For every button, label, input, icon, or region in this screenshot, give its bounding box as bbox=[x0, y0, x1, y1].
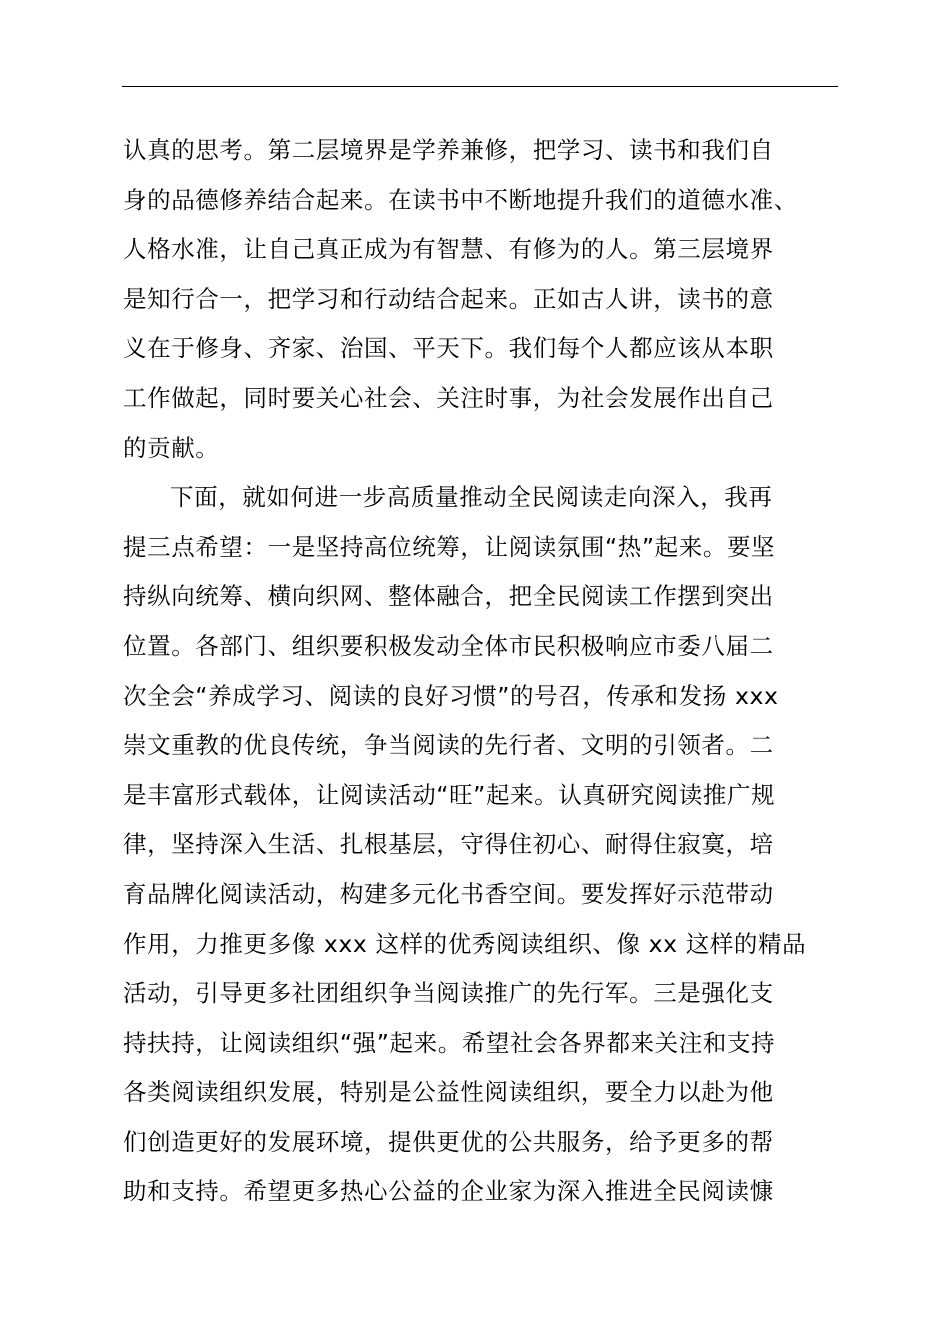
text-line: 是丰富形式载体，让阅读活动“旺”起来。认真研究阅读推广规 bbox=[123, 780, 776, 809]
text-line: 是知行合一，把学习和行动结合起来。正如古人讲，读书的意 bbox=[123, 284, 774, 313]
paragraph-first-line: 下面，就如何进一步高质量推动全民阅读走向深入，我再 bbox=[170, 483, 773, 512]
text-line: 各类阅读组织发展，特别是公益性阅读组织，要全力以赴为他 bbox=[123, 1078, 774, 1107]
text-line: 育品牌化阅读活动，构建多元化书香空间。要发挥好示范带动 bbox=[123, 879, 774, 908]
text-line: 认真的思考。第二层境界是学养兼修，把学习、读书和我们自 bbox=[123, 136, 774, 164]
header-rule bbox=[122, 86, 838, 87]
text-line: 持纵向统筹、横向织网、整体融合，把全民阅读工作摆到突出 bbox=[123, 582, 774, 611]
text-line: 活动，引导更多社团组织争当阅读推广的先行军。三是强化支 bbox=[123, 979, 774, 1008]
text-line: 持扶持，让阅读组织“强”起来。希望社会各界都来关注和支持 bbox=[123, 1028, 776, 1057]
text-line: 身的品德修养结合起来。在读书中不断地提升我们的道德水准、 bbox=[123, 185, 798, 214]
text-line: 们创造更好的发展环境，提供更优的公共服务，给予更多的帮 bbox=[123, 1127, 774, 1156]
text-line: 的贡献。 bbox=[123, 433, 220, 462]
text-line: 工作做起，同时要关心社会、关注时事，为社会发展作出自己 bbox=[123, 383, 774, 412]
text-line: 义在于修身、齐家、治国、平天下。我们每个人都应该从本职 bbox=[123, 334, 774, 363]
body-text bbox=[123, 126, 839, 1217]
text-line: 位置。各部门、组织要积极发动全体市民积极响应市委八届二 bbox=[123, 631, 774, 660]
text-line: 次全会“养成学习、阅读的良好习惯”的号召，传承和发扬 xxx bbox=[123, 681, 779, 710]
text-line: 崇文重教的优良传统，争当阅读的先行者、文明的引领者。二 bbox=[123, 731, 774, 760]
text-line: 人格水准，让自己真正成为有智慧、有修为的人。第三层境界 bbox=[123, 235, 774, 264]
text-line: 助和支持。希望更多热心公益的企业家为深入推进全民阅读慷 bbox=[123, 1177, 774, 1206]
text-line: 作用，力推更多像 xxx 这样的优秀阅读组织、像 xx 这样的精品 bbox=[123, 929, 807, 958]
text-line: 律，坚持深入生活、扎根基层，守得住初心、耐得住寂寞，培 bbox=[123, 830, 774, 859]
text-line: 提三点希望：一是坚持高位统筹，让阅读氛围“热”起来。要坚 bbox=[123, 532, 776, 561]
